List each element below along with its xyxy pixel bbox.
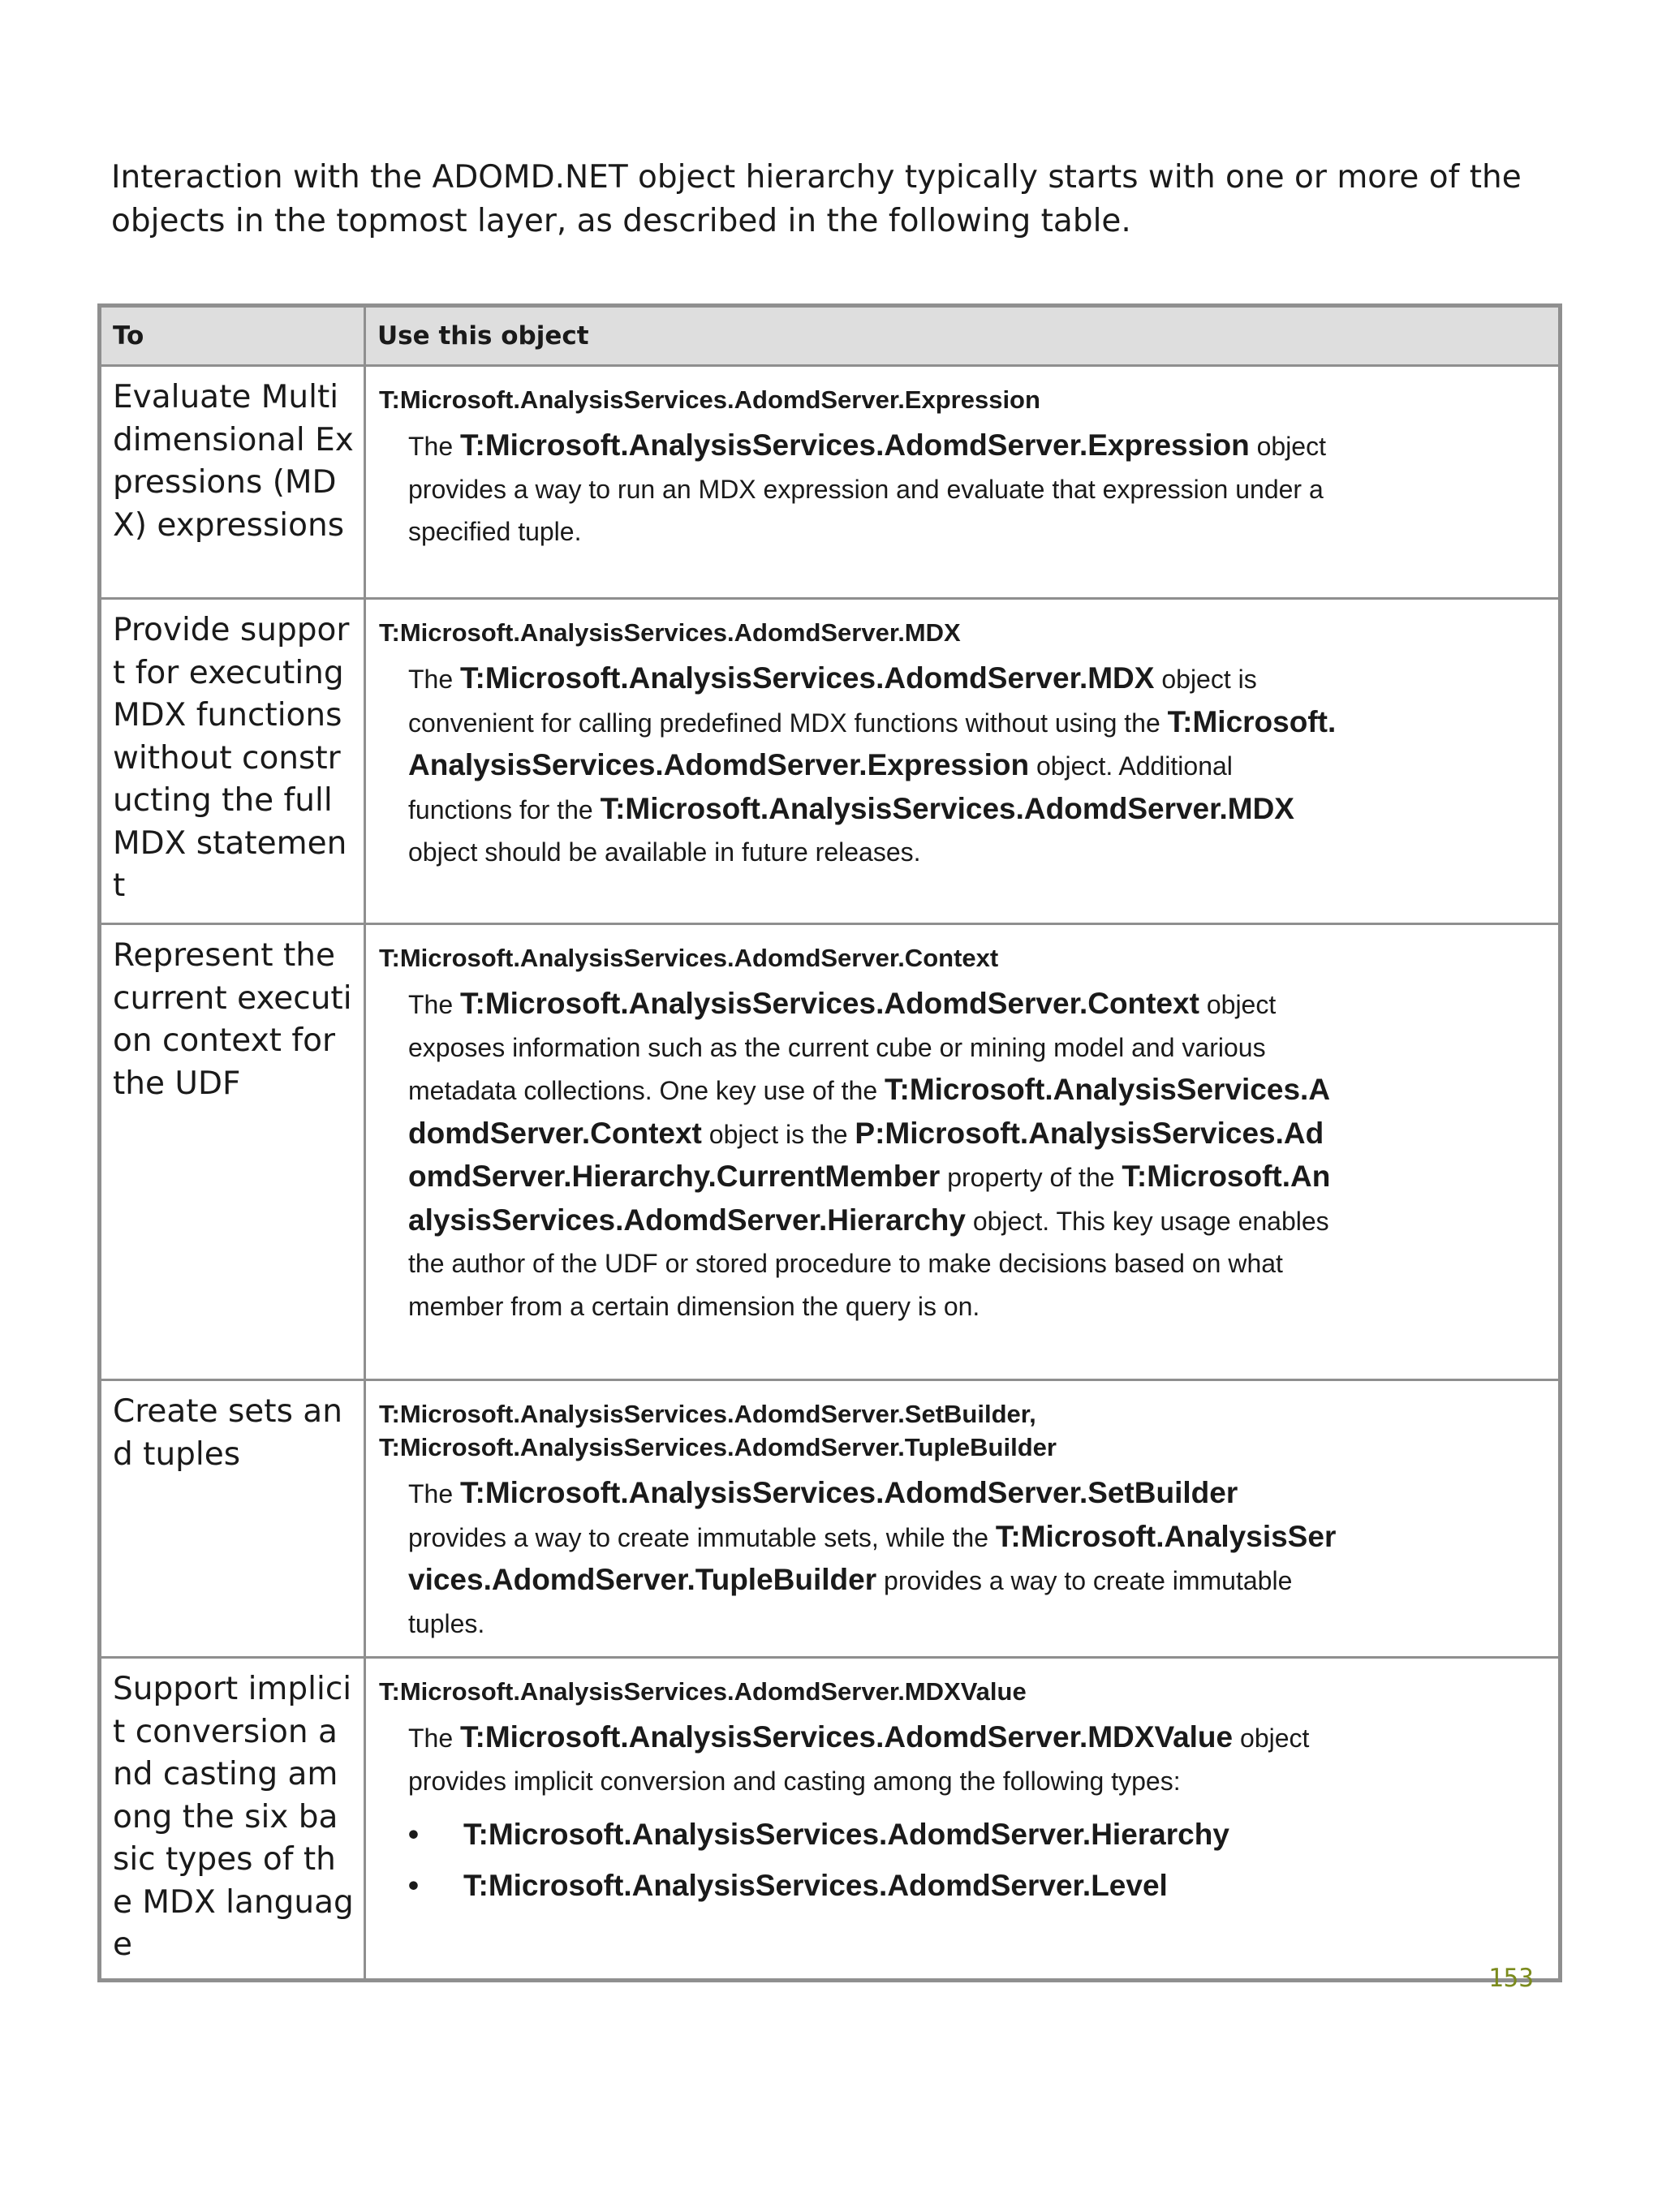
page-number: 153 — [1488, 1964, 1534, 1993]
header-to: To — [100, 306, 365, 366]
object-cell — [365, 599, 1561, 924]
object-name: T:Microsoft.AnalysisServices.AdomdServer.TupleBuilder — [379, 1433, 1057, 1461]
to-cell: Represent the current execution context for the UDF — [100, 924, 365, 1380]
object-reference: T:Microsoft.AnalysisServices.AdomdServer.MDX — [600, 791, 1294, 825]
object-table — [97, 303, 1562, 1982]
table-row — [100, 924, 1561, 1380]
header-use-this-object: Use this object — [365, 306, 1561, 366]
bullet-icon: • — [408, 1818, 419, 1851]
object-cell — [365, 366, 1561, 599]
to-cell: Evaluate Multidimensional Expressions (MDX) expressions — [100, 366, 365, 599]
object-reference: T:Microsoft.AnalysisServices.AdomdServer.Expression — [460, 428, 1250, 462]
object-cell — [365, 1380, 1561, 1658]
object-cell — [365, 1658, 1561, 1981]
object-description: The T:Microsoft.AnalysisServices.AdomdServer.Context object exposes information such as the current cube or mining model and various metadata collections. One key use of the T:Microsoft.AnalysisServices.AdomdServer.Context object is the P:Microsoft.AnalysisServices.AdomdServer.Hierarchy.CurrentMember property of the T:Microsoft.AnalysisServices.AdomdServer.Hierarchy object. This key usage enables the author of the UDF or stored procedure to make decisions based on what member from a certain dimension the query is on. — [408, 987, 1331, 1321]
object-name: T:Microsoft.AnalysisServices.AdomdServer.MDX — [379, 618, 961, 647]
object-reference: T:Microsoft.AnalysisServices.AdomdServer.TupleBuilder — [408, 1519, 1337, 1596]
object-reference: T:Microsoft.AnalysisServices.AdomdServer.Context — [408, 1073, 1331, 1150]
object-reference: T:Microsoft.AnalysisServices.AdomdServer.Context — [460, 987, 1199, 1020]
table-row — [100, 1380, 1561, 1658]
list-item: • T:Microsoft.AnalysisServices.AdomdServer.Hierarchy — [379, 1809, 1547, 1860]
object-name: T:Microsoft.AnalysisServices.AdomdServer.Expression — [379, 385, 1040, 414]
object-description: The T:Microsoft.AnalysisServices.AdomdServer.SetBuilder provides a way to create immutable sets, while the T:Microsoft.AnalysisServices.AdomdServer.TupleBuilder provides a way to create immutable tuples. — [408, 1476, 1337, 1638]
to-cell: Create sets and tuples — [100, 1380, 365, 1658]
object-name: T:Microsoft.AnalysisServices.AdomdServer.SetBuilder, — [379, 1400, 1036, 1428]
object-reference: T:Microsoft.AnalysisServices.AdomdServer.MDXValue — [460, 1720, 1234, 1754]
object-description: The T:Microsoft.AnalysisServices.AdomdServer.MDX object is convenient for calling predefined MDX functions without using the T:Microsoft.AnalysisServices.AdomdServer.Expression object. Additional functions for the T:Microsoft.AnalysisServices.AdomdServer.MDX object should be available in future releases. — [408, 661, 1337, 867]
object-description: The T:Microsoft.AnalysisServices.AdomdServer.Expression object provides a way to run an MDX expression and evaluate that expression under a specified tuple. — [408, 428, 1326, 546]
table-row — [100, 1658, 1561, 1981]
table-header-row — [100, 306, 1561, 366]
object-name: T:Microsoft.AnalysisServices.AdomdServer.Context — [379, 944, 999, 972]
type-list — [379, 1809, 1547, 1911]
object-description: The T:Microsoft.AnalysisServices.AdomdServer.MDXValue object provides implicit conversion and casting among the following types: — [408, 1720, 1310, 1796]
object-reference: T:Microsoft.AnalysisServices.AdomdServer.SetBuilder — [460, 1476, 1238, 1509]
to-cell: Provide support for executing MDX functions without constructing the full MDX statement — [100, 599, 365, 924]
object-reference: T:Microsoft.AnalysisServices.AdomdServer.MDX — [460, 661, 1155, 695]
table-row — [100, 599, 1561, 924]
object-reference: T:Microsoft.AnalysisServices.AdomdServer.Expression — [408, 704, 1337, 781]
object-reference: T:Microsoft.AnalysisServices.AdomdServer.Hierarchy — [408, 1160, 1331, 1237]
object-cell — [365, 924, 1561, 1380]
intro-paragraph: Interaction with the ADOMD.NET object hierarchy typically starts with one or more of the objects in the topmost layer, as described in the following table. — [111, 159, 1522, 239]
list-item: • T:Microsoft.AnalysisServices.AdomdServer.Level — [379, 1860, 1547, 1911]
object-name: T:Microsoft.AnalysisServices.AdomdServer.MDXValue — [379, 1677, 1027, 1706]
table-row — [100, 366, 1561, 599]
property-reference: P:Microsoft.AnalysisServices.AdomdServer.Hierarchy.CurrentMember — [408, 1116, 1324, 1193]
bullet-icon: • — [408, 1869, 419, 1902]
to-cell: Support implicit conversion and casting among the six basic types of the MDX language — [100, 1658, 365, 1981]
